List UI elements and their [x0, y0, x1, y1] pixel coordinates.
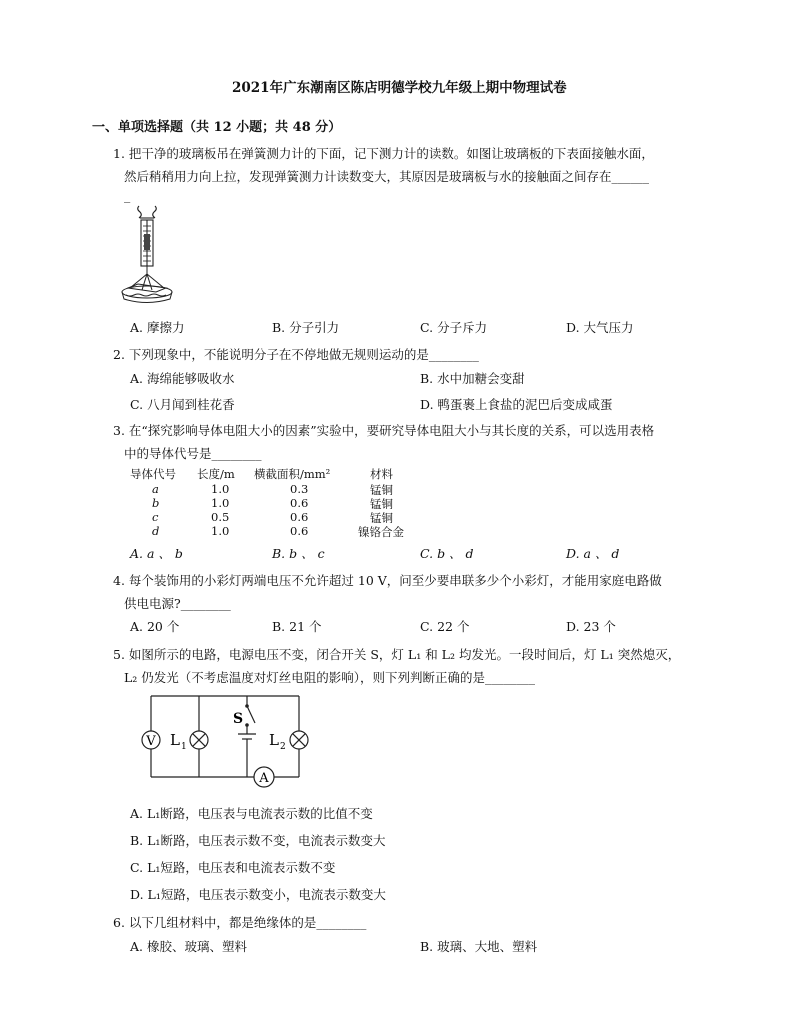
- question-4-option-c: C. 22 个: [420, 619, 470, 634]
- question-1-option-d: D. 大气压力: [566, 320, 634, 335]
- question-4-option-a: A. 20 个: [130, 619, 180, 634]
- question-3-option-a: A. a 、 b: [130, 546, 183, 561]
- question-5-option-d: D. L₁短路，电压表示数变小，电流表示数变大: [130, 887, 386, 902]
- question-6-line-1: 6. 以下几组材料中，都是绝缘体的是________: [113, 915, 367, 930]
- table-cell: 0.6: [290, 510, 309, 524]
- lamp-1-label: L: [170, 731, 180, 749]
- question-2-option-a: A. 海绵能够吸收水: [130, 371, 235, 386]
- question-1-line-1: 1. 把干净的玻璃板吊在弹簧测力计的下面，记下测力计的读数。如图让玻璃板的下表面接触水面，: [113, 146, 654, 161]
- lamp-2-label: L: [269, 731, 279, 749]
- question-3-line-2: 中的导体代号是________: [124, 446, 262, 461]
- question-2-option-b: B. 水中加糖会变甜: [420, 371, 525, 386]
- voltmeter-label: V: [146, 734, 156, 749]
- question-5-option-b: B. L₁断路，电压表示数不变，电流表示数变大: [130, 833, 386, 848]
- question-1-option-a: A. 摩擦力: [130, 320, 185, 335]
- question-6-option-b: B. 玻璃、大地、塑料: [420, 939, 538, 954]
- question-3-option-b: B. b 、 c: [272, 546, 325, 561]
- lamp-1-subscript: 1: [181, 742, 187, 752]
- circuit-diagram: [134, 690, 314, 790]
- table-cell: 锰铜: [370, 483, 393, 497]
- question-1-option-c: C. 分子斥力: [420, 320, 488, 335]
- table-cell: 1.0: [211, 496, 230, 510]
- ammeter-label: A: [259, 771, 269, 786]
- section-heading: 一、单项选择题（共 12 小题；共 48 分）: [92, 120, 342, 135]
- question-5-line-1: 5. 如图所示的电路，电源电压不变，闭合开关 S，灯 L₁ 和 L₂ 均发光。一段时间后，灯 L₁ 突然熄灭，: [113, 647, 681, 662]
- table-cell: b: [152, 496, 160, 510]
- question-4-option-d: D. 23 个: [566, 619, 616, 634]
- question-6-option-a: A. 橡胶、玻璃、塑料: [130, 939, 247, 954]
- table-cell: 0.6: [290, 496, 309, 510]
- table-cell: c: [152, 510, 159, 524]
- spring-scale-glass-plate-figure: [120, 204, 176, 308]
- table-cell: 镍铬合金: [358, 525, 404, 539]
- question-2-line-1: 2. 下列现象中，不能说明分子在不停地做无规则运动的是________: [113, 347, 479, 362]
- question-5-option-c: C. L₁短路，电压表和电流表示数不变: [130, 860, 336, 875]
- question-3-option-c: C. b 、 d: [420, 546, 474, 561]
- table-cell: 0.5: [211, 510, 230, 524]
- question-1-option-b: B. 分子引力: [272, 320, 340, 335]
- table-header-code: 导体代号: [130, 467, 176, 481]
- question-3-option-d: D. a 、 d: [566, 546, 620, 561]
- table-cell: 0.3: [290, 482, 309, 496]
- page-title: 2021年广东潮南区陈店明德学校九年级上期中物理试卷: [232, 80, 567, 96]
- table-cell: 1.0: [211, 524, 230, 538]
- table-header-area: 横截面积/mm²: [254, 467, 331, 481]
- question-4-option-b: B. 21 个: [272, 619, 322, 634]
- question-5-option-a: A. L₁断路，电压表与电流表示数的比值不变: [130, 806, 373, 821]
- question-4-line-1: 4. 每个装饰用的小彩灯两端电压不允许超过 10 V，问至少要串联多少个小彩灯，才能用家庭电路做: [113, 573, 662, 588]
- table-cell: a: [152, 482, 159, 496]
- table-header-material: 材料: [370, 467, 393, 481]
- table-cell: 1.0: [211, 482, 230, 496]
- table-cell: 锰铜: [370, 497, 393, 511]
- table-header-length: 长度/m: [197, 467, 235, 481]
- question-2-option-c: C. 八月闻到桂花香: [130, 397, 235, 412]
- table-cell: 0.6: [290, 524, 309, 538]
- lamp-2-subscript: 2: [280, 742, 286, 752]
- question-3-line-1: 3. 在“探究影响导体电阻大小的因素”实验中，要研究导体电阻大小与其长度的关系，可以选用表格: [113, 423, 655, 438]
- question-4-line-2: 供电电源?________: [124, 596, 231, 611]
- question-1-line-3: _: [124, 188, 131, 203]
- question-5-line-2: L₂ 仍发光（不考虑温度对灯丝电阻的影响），则下列判断正确的是________: [124, 670, 536, 685]
- question-2-option-d: D. 鸭蛋裹上食盐的泥巴后变成咸蛋: [420, 397, 613, 412]
- question-1-line-2: 然后稍稍用力向上拉，发现弹簧测力计读数变大，其原因是玻璃板与水的接触面之间存在______: [124, 169, 650, 184]
- switch-label: S: [233, 711, 244, 727]
- table-cell: 锰铜: [370, 511, 393, 525]
- table-cell: d: [152, 524, 160, 538]
